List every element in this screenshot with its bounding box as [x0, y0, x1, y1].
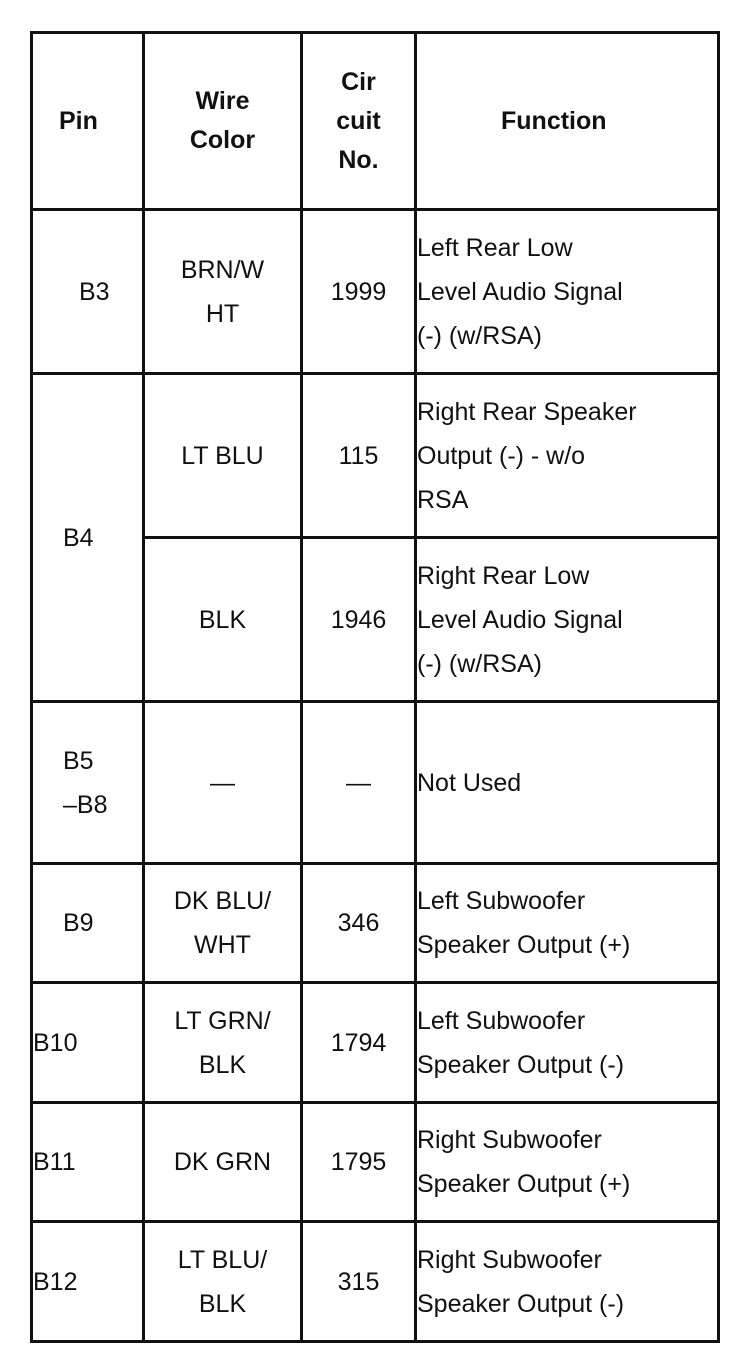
- wire-color-cell: BLK: [144, 538, 302, 702]
- pin-cell: B4: [32, 374, 144, 702]
- wire-color-cell: BRN/W HT: [144, 210, 302, 374]
- wire-color-cell: DK BLU/ WHT: [144, 864, 302, 983]
- table-row: [32, 702, 719, 864]
- wire-color-cell: LT GRN/ BLK: [144, 983, 302, 1103]
- pin-cell: B10: [32, 983, 144, 1103]
- circuit-cell: 346: [302, 864, 416, 983]
- pin-cell: B5 –B8: [32, 702, 144, 864]
- function-cell: Right Subwoofer Speaker Output (-): [416, 1222, 719, 1342]
- header-pin: Pin: [32, 33, 144, 210]
- header-wire-color: Wire Color: [144, 33, 302, 210]
- table-body: [32, 210, 719, 1342]
- function-cell: Left Subwoofer Speaker Output (+): [416, 864, 719, 983]
- pin-cell: B12: [32, 1222, 144, 1342]
- header-row: [32, 33, 719, 210]
- table-row: [32, 1222, 719, 1342]
- function-cell: Right Rear Low Level Audio Signal (-) (w/RSA): [416, 538, 719, 702]
- table-row: [32, 983, 719, 1103]
- wire-color-cell: LT BLU/ BLK: [144, 1222, 302, 1342]
- table-row: [32, 374, 719, 538]
- circuit-cell: 315: [302, 1222, 416, 1342]
- header-function: Function: [416, 33, 719, 210]
- function-cell: Right Rear Speaker Output (-) - w/o RSA: [416, 374, 719, 538]
- function-cell: Not Used: [416, 702, 719, 864]
- function-cell: Right Subwoofer Speaker Output (+): [416, 1103, 719, 1222]
- function-cell: Left Rear Low Level Audio Signal (-) (w/RSA): [416, 210, 719, 374]
- circuit-cell: 1794: [302, 983, 416, 1103]
- circuit-cell: 115: [302, 374, 416, 538]
- circuit-cell: —: [302, 702, 416, 864]
- function-cell: Left Subwoofer Speaker Output (-): [416, 983, 719, 1103]
- wire-color-cell: —: [144, 702, 302, 864]
- header-circuit-no: Cir cuit No.: [302, 33, 416, 210]
- wire-color-cell: LT BLU: [144, 374, 302, 538]
- table-header: [32, 33, 719, 210]
- table-row: [32, 210, 719, 374]
- table-row: [32, 864, 719, 983]
- pin-cell: B11: [32, 1103, 144, 1222]
- connector-pinout-table: [30, 31, 720, 1343]
- circuit-cell: 1946: [302, 538, 416, 702]
- pin-cell: B3: [32, 210, 144, 374]
- circuit-cell: 1999: [302, 210, 416, 374]
- table-row: [32, 1103, 719, 1222]
- pin-cell: B9: [32, 864, 144, 983]
- circuit-cell: 1795: [302, 1103, 416, 1222]
- wire-color-cell: DK GRN: [144, 1103, 302, 1222]
